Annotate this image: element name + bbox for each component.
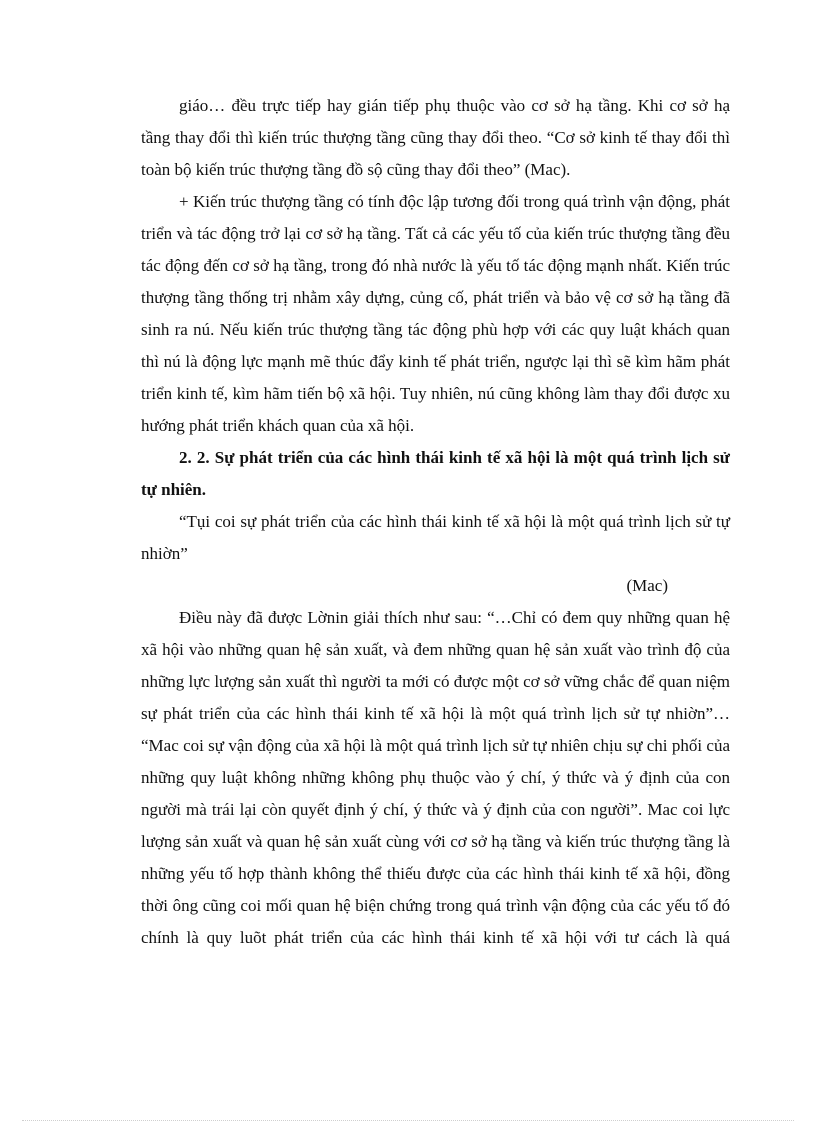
quote-attribution: (Mac) [626, 576, 668, 595]
page-bottom-divider [22, 1120, 794, 1121]
paragraph-lenin-explanation: Điều này đã được Lờnin giải thích như sau: “…Chỉ có đem quy những quan hệ xã hội vào những quan hệ sản xuất, và đem những quan hệ sản xuất vào trình độ của những lực lượng sản xuất thì người ta mới có được một cơ sở vững chắc để quan niệm sự phát triển của các hình thái kinh tế xã hội là một quá trình lịch sử tự nhiờn”… “Mac coi sự vận động của xã hội là một quá trình lịch sử tự nhiên chịu sự chi phối của những quy luật không những không phụ thuộc vào ý chí, ý thức và ý định của con người mà trái lại còn quyết định ý chí, ý thức và ý định của con người”. Mac coi lực lượng sản xuất và quan hệ sản xuất cùng với cơ sở hạ tầng và kiến trúc thượng tầng là những yếu tố hợp thành không thể thiếu được của các hình thái kinh tế xã hội, đồng thời ông cũng coi mối quan hệ biện chứng trong quá trình vận động của các yếu tố đó chính là quy luõt phát triển của các hình thái kinh tế xã hội với tư cách là quá [141, 608, 730, 947]
section-heading: 2. 2. Sự phát triển của các hình thái kinh tế xã hội là một quá trình lịch sử tự nhiên. [141, 448, 730, 499]
paragraph-superstructure-independence: + Kiến trúc thượng tầng có tính độc lập tương đối trong quá trình vận động, phát triển và tác động trở lại cơ sở hạ tầng. Tất cả các yếu tố của kiến trúc thượng tầng đều tác động đến cơ sở hạ tầng, trong đó nhà nước là yếu tố tác động mạnh nhất. Kiến trúc thượng tầng thống trị nhằm xây dựng, củng cố, phát triển và bảo vệ cơ sở hạ tầng đã sinh ra nú. Nếu kiến trúc thượng tầng tác động phù hợp với các quy luật khách quan thì nú là động lực mạnh mẽ thúc đẩy kinh tế phát triển, ngược lại thì sẽ kìm hãm phát triển kinh tế, kìm hãm tiến bộ xã hội. Tuy nhiên, nú cũng không làm thay đổi được xu hướng phát triển khách quan của xã hội. [141, 192, 730, 435]
quote-text: “Tụi coi sự phát triển của các hình thái kinh tế xã hội là một quá trình lịch sử tự nhiờn” [141, 512, 730, 563]
document-page [141, 90, 730, 954]
paragraph-continuation: giáo… đều trực tiếp hay gián tiếp phụ thuộc vào cơ sở hạ tầng. Khi cơ sở hạ tầng thay đổi thì kiến trúc thượng tầng cũng thay đổi theo. “Cơ sở kinh tế thay đổi thì toàn bộ kiến trúc thượng tầng đồ sộ cũng thay đổi theo” (Mac). [141, 96, 730, 179]
